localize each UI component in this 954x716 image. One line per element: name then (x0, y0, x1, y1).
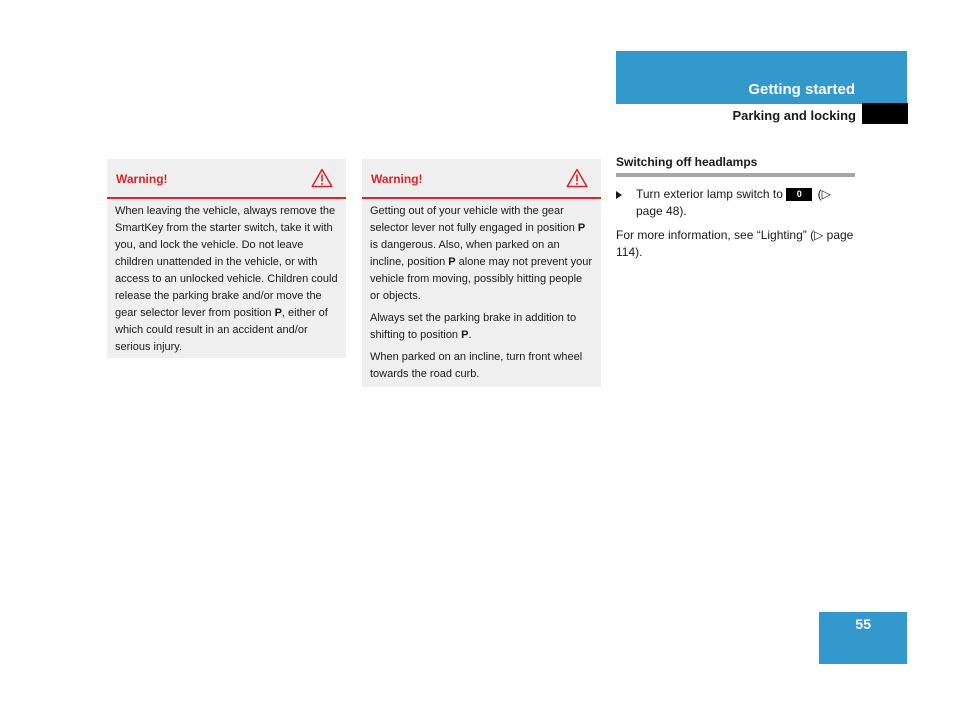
warning-body (107, 199, 346, 356)
switch-position-badge: 0 (786, 188, 812, 201)
warning-header (362, 159, 601, 199)
warning-box-1 (107, 159, 346, 358)
step-text: Turn exterior lamp switch to 0 (▷ page 48). (636, 187, 831, 218)
bullet-arrow-icon (616, 191, 622, 199)
chapter-title: Getting started (748, 81, 855, 98)
warning-label: Warning! (371, 172, 423, 186)
page-number: 55 (855, 616, 871, 632)
warning-triangle-icon (311, 168, 333, 188)
warning-header (107, 159, 346, 199)
page-reference-link[interactable]: (▷ page 48). (636, 187, 831, 218)
more-info-text: For more information, see “Lighting” (▷ page 114). (616, 228, 854, 259)
page-number-box (819, 612, 907, 664)
section-subtitle: Parking and locking (732, 108, 856, 123)
warning-paragraph: Getting out of your vehicle with the gear selector lever not fully engaged in position P is dangerous. Also, when parked on an incline, position P alone may not prevent your vehicle from moving, possibly hitting people or objects. (370, 205, 592, 302)
warning-triangle-icon (566, 168, 588, 188)
thumb-tab (862, 103, 908, 124)
instruction-step (616, 186, 855, 220)
warning-body (362, 199, 601, 383)
warning-label: Warning! (116, 172, 168, 186)
warning-paragraph: When leaving the vehicle, always remove the SmartKey from the starter switch, take it with you, and lock the vehicle. Do not leave children unattended in the vehicle, or with access to an unlocked vehicle. Children could release the parking brake and/or move the gear selector lever from position P, either of which could result in an accident and/or serious injury. (115, 205, 338, 353)
warning-paragraph: Always set the parking brake in addition to shifting to position P. (370, 312, 577, 341)
header-band (616, 51, 907, 104)
section-heading: Switching off headlamps (616, 155, 855, 177)
warning-box-2 (362, 159, 601, 387)
warning-paragraph: When parked on an incline, turn front wheel towards the road curb. (370, 351, 583, 380)
